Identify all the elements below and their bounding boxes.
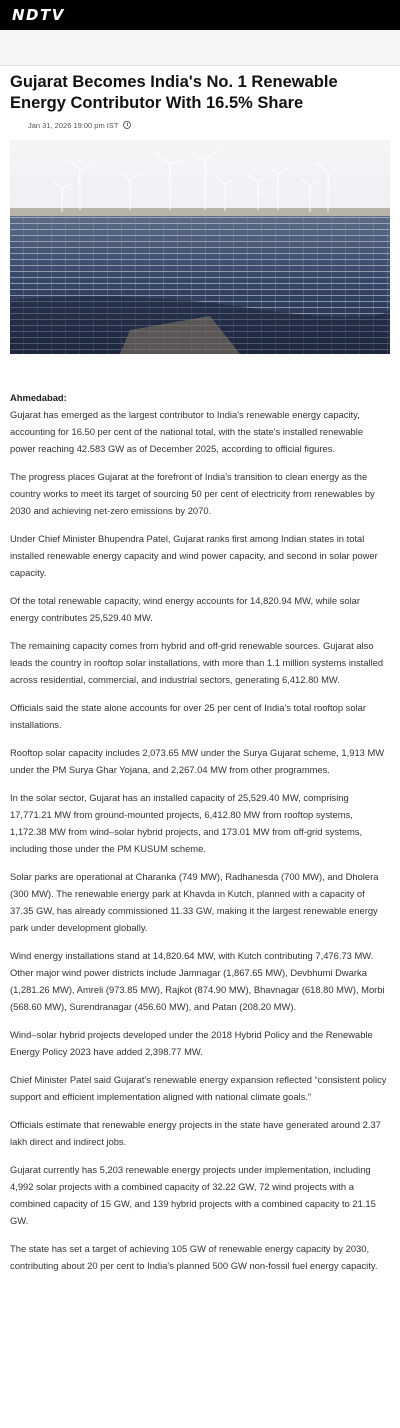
article-paragraph: Wind energy installations stand at 14,820.64 MW, with Kutch contributing 7,476.73 MW. Other major wind power districts include Jamnagar (1,867.65 MW), Devbhumi Dwarka (1,281.26 MW), Amreli (973.85 MW), Rajkot (874.90 MW), Bhavnagar (618.80 MW), Morbi (568.60 MW), Surendranagar (456.60 MW), and Patan (208.20 MW). xyxy=(10,950,385,1012)
clock-icon xyxy=(123,121,131,129)
hero-image-solar-park xyxy=(10,140,390,354)
article-paragraph-lead xyxy=(10,389,390,457)
article xyxy=(0,72,400,1274)
article-body xyxy=(10,389,390,1274)
article-paragraph: Wind–solar hybrid projects developed under the 2018 Hybrid Policy and the Renewable Energy Policy 2023 have added 2,398.77 MW. xyxy=(10,1029,373,1057)
timestamp: Jan 31, 2026 19:00 pm IST xyxy=(28,120,119,130)
dateline: Ahmedabad: xyxy=(10,392,67,403)
article-paragraph: Solar parks are operational at Charanka (749 MW), Radhanesda (700 MW), and Dholera (300 MW). The renewable energy park at Khavda in Kutch, planned with a capacity of 37.35 GW, has already commissioned 11.33 GW, making it the largest renewable energy park under development globally. xyxy=(10,871,379,933)
article-paragraph: Of the total renewable capacity, wind energy accounts for 14,820.94 MW, while solar energy contributes 25,529.40 MW. xyxy=(10,595,361,623)
article-paragraph: The progress places Gujarat at the forefront of India's transition to clean energy as the country works to meet its target of sourcing 50 per cent of electricity from renewables by 2030 and achieving net-zero emissions by 2070. xyxy=(10,471,375,516)
article-meta xyxy=(10,118,390,132)
article-paragraph: Rooftop solar capacity includes 2,073.65 MW under the Surya Gujarat scheme, 1,913 MW under the PM Surya Ghar Yojana, and 2,267.04 MW from other programmes. xyxy=(10,747,385,775)
article-paragraph: Officials estimate that renewable energy projects in the state have generated around 2.37 lakh direct and indirect jobs. xyxy=(10,1119,381,1147)
article-paragraph: Chief Minister Patel said Gujarat's renewable energy expansion reflected “consistent policy support and efficient implementation aligned with national climate goals.” xyxy=(10,1074,387,1102)
article-paragraph: The remaining capacity comes from hybrid and off-grid renewable sources. Gujarat also leads the country in rooftop solar installations, with more than 1.1 million systems installed across residential, commercial, and industrial sectors, generating 6,412.80 MW. xyxy=(10,640,384,685)
article-paragraph: In the solar sector, Gujarat has an installed capacity of 25,529.40 MW, comprising 17,771.21 MW from ground-mounted projects, 6,412.80 MW from rooftop systems, 1,172.38 MW from wind–solar hybrid projects, and 173.01 MW from off-grid systems, including those under the PM KUSUM scheme. xyxy=(10,792,363,854)
site-header xyxy=(0,0,400,30)
article-paragraph: The state has set a target of achieving 105 GW of renewable energy capacity by 2030, contributing about 20 per cent to India's planned 500 GW non-fossil fuel energy capacity. xyxy=(10,1243,378,1271)
article-paragraph: Gujarat currently has 5,203 renewable energy projects under implementation, including 4,992 solar projects with a combined capacity of 32.22 GW, 72 wind projects with a combined capacity of 15 GW, and 139 hybrid projects with a combined capacity to 21.15 GW. xyxy=(10,1164,376,1226)
paragraph-text: Gujarat has emerged as the largest contributor to India's renewable energy capacity, accounting for 16.50 per cent of the national total, with the state's installed renewable power reaching 42.583 GW as of December 2025, according to official figures. xyxy=(10,409,364,454)
article-headline: Gujarat Becomes India's No. 1 Renewable Energy Contributor With 16.5% Share xyxy=(10,73,338,112)
article-paragraph: Officials said the state alone accounts for over 25 per cent of India's total rooftop solar installations. xyxy=(10,702,366,730)
ndtv-logo[interactable]: NDTV xyxy=(12,6,65,24)
article-paragraph: Under Chief Minister Bhupendra Patel, Gujarat ranks first among Indian states in total installed renewable energy capacity and wind power capacity, and second in solar power capacity. xyxy=(10,533,378,578)
ad-banner-placeholder xyxy=(0,30,400,66)
